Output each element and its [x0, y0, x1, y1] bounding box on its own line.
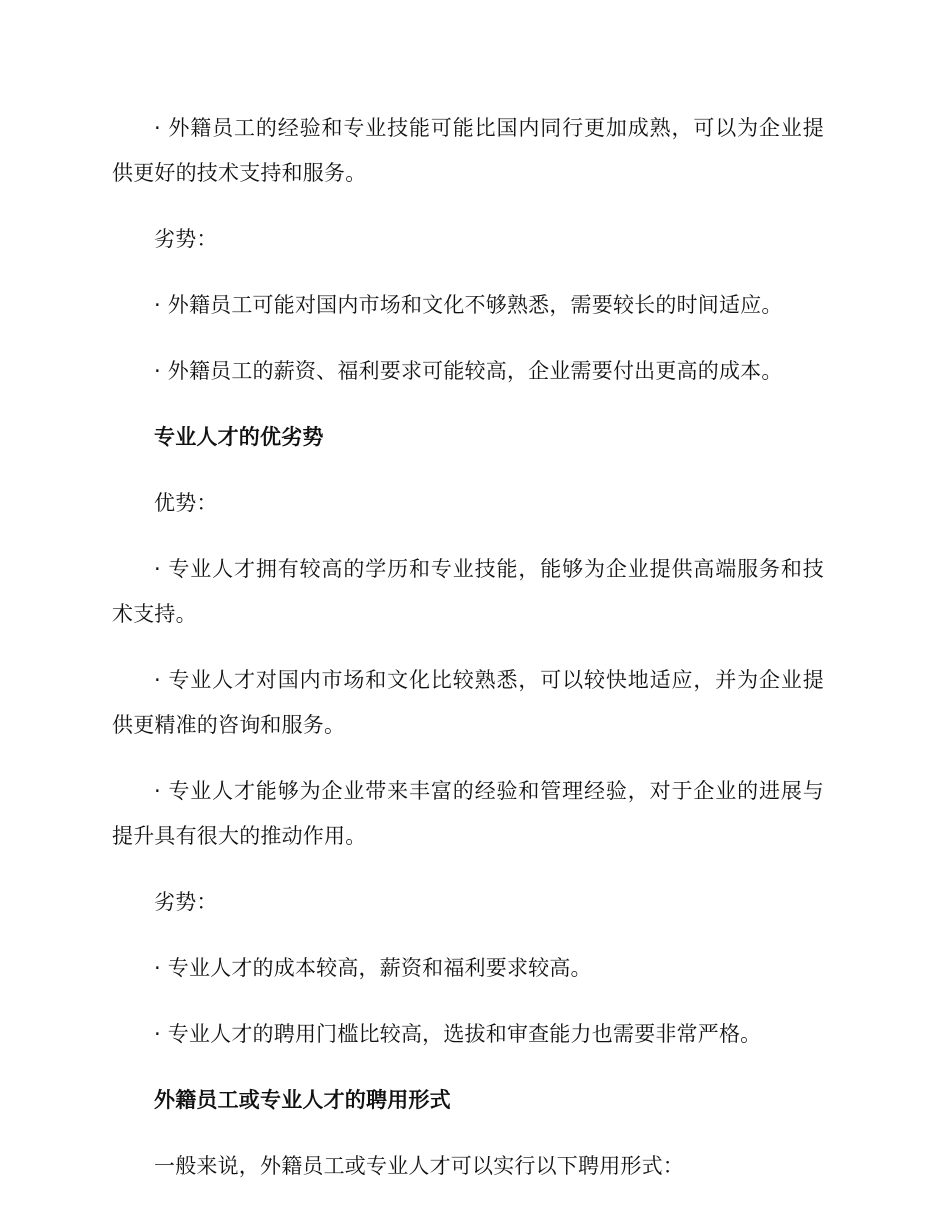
professionals-disadvantages-label: 劣势：: [154, 890, 218, 914]
section-heading-professionals: 专业人才的优劣势: [154, 425, 324, 449]
professionals-disadvantage-cost: · 专业人才的成本较高，薪资和福利要求较高。: [154, 956, 592, 980]
professionals-disadvantage-threshold: · 专业人才的聘用门槛比较高，选拔和审查能力也需要非常严格。: [154, 1022, 762, 1046]
professionals-advantages-label: 优势：: [154, 491, 218, 515]
foreign-staff-advantage-experience: · 外籍员工的经验和专业技能可能比国内同行更加成熟，可以为企业提供更好的技术支持和服务。: [112, 116, 824, 185]
section-heading-hiring-forms: 外籍员工或专业人才的聘用形式: [154, 1088, 451, 1112]
professionals-advantage-education: · 专业人才拥有较高的学历和专业技能，能够为企业提供高端服务和技术支持。: [112, 557, 824, 626]
document-body: [112, 106, 824, 1210]
foreign-staff-disadvantage-adaptation: · 外籍员工可能对国内市场和文化不够熟悉，需要较长的时间适应。: [154, 293, 783, 317]
professionals-advantage-experience: · 专业人才能够为企业带来丰富的经验和管理经验，对于企业的进展与提升具有很大的推动作用。: [112, 779, 824, 848]
foreign-staff-disadvantage-cost: · 外籍员工的薪资、福利要求可能较高，企业需要付出更高的成本。: [154, 359, 783, 383]
foreign-staff-disadvantages-label: 劣势：: [154, 227, 218, 251]
hiring-forms-intro: 一般来说，外籍员工或专业人才可以实行以下聘用形式：: [154, 1154, 684, 1178]
professionals-advantage-market: · 专业人才对国内市场和文化比较熟悉，可以较快地适应，并为企业提供更精准的咨询和服务。: [112, 668, 824, 737]
